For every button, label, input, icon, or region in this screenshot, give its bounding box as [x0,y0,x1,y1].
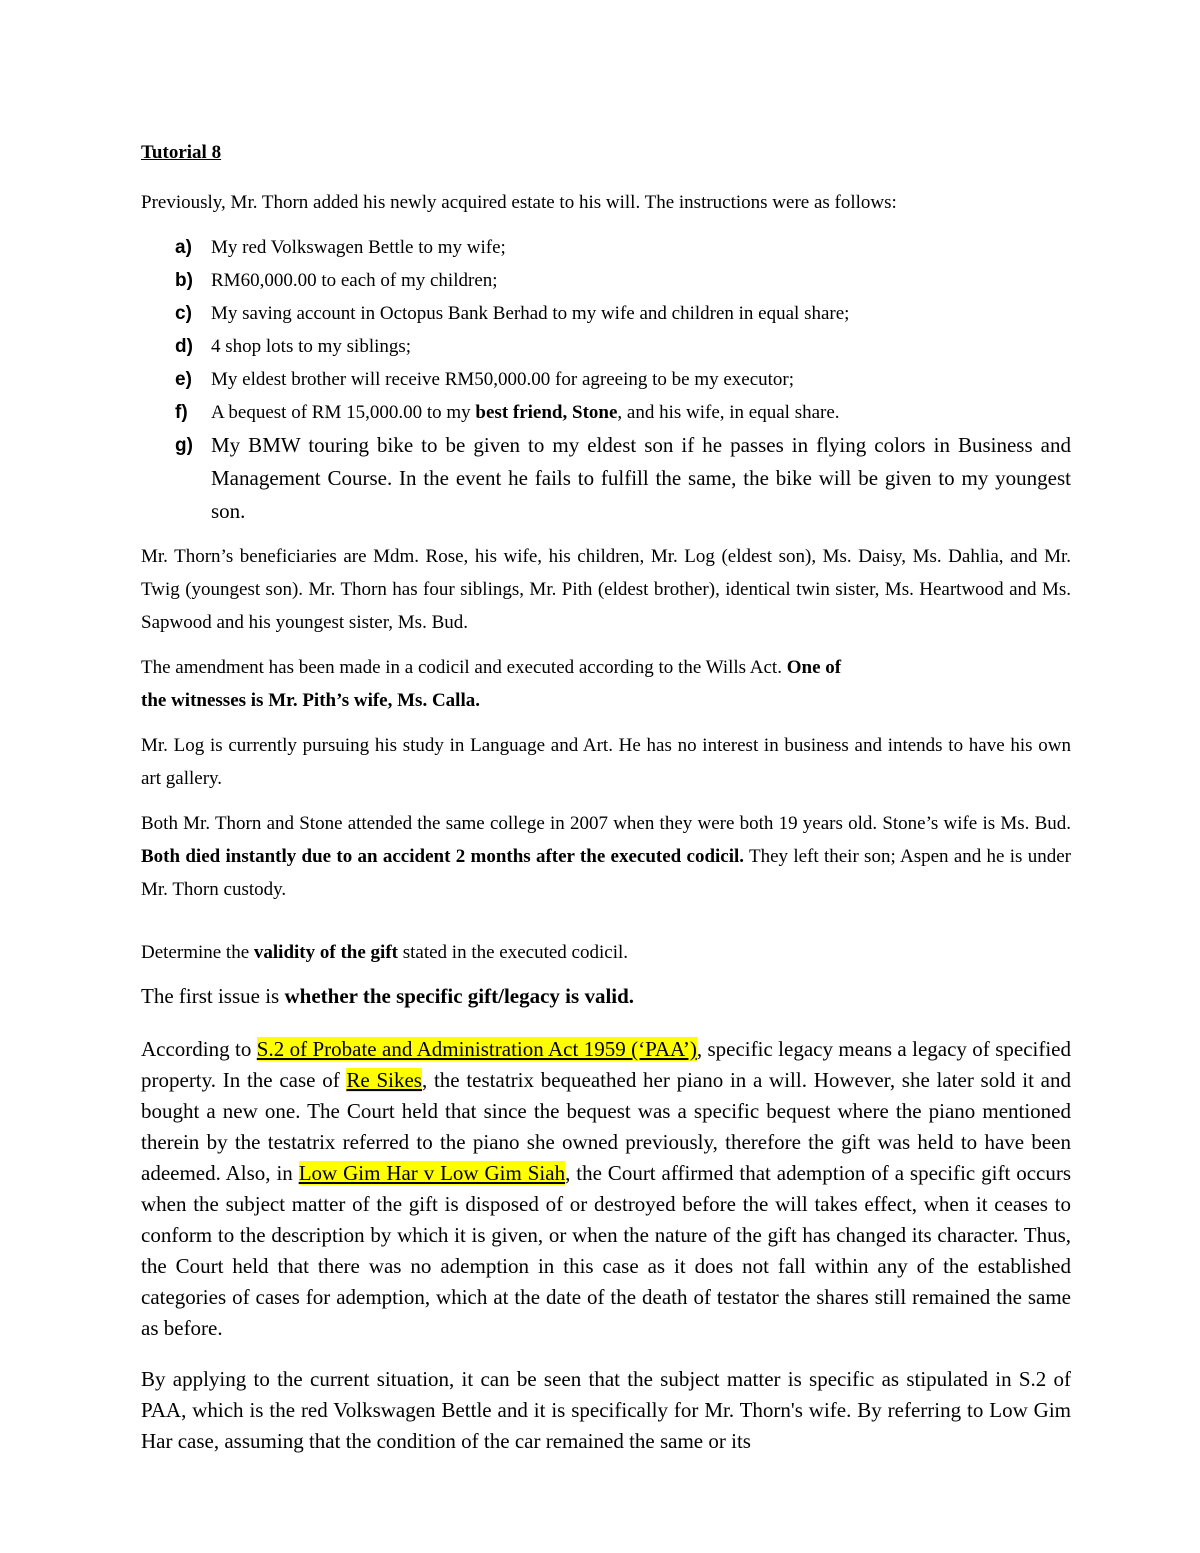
will-instructions-list [141,231,1071,528]
determine-bold-text: validity of the gift [253,942,398,963]
amendment-bold-text: the witnesses is Mr. Pith’s wife, Ms. Calla. [141,690,480,711]
determine-paragraph [141,936,1071,969]
amendment-text: The amendment has been made in a codicil and executed according to the Wills Act. [141,657,787,678]
list-item [141,396,1071,429]
list-marker: d) [175,336,193,357]
list-marker: c) [175,303,192,324]
first-issue-text: The first issue is [141,984,285,1008]
document-title: Tutorial 8 [141,142,222,163]
list-item [141,363,1071,396]
list-item-text: RM60,000.00 to each of my children; [211,270,498,291]
list-item [141,330,1071,363]
list-marker: g) [175,435,193,456]
analysis-paragraph [141,1034,1071,1344]
list-item [141,297,1071,330]
list-item-text: A bequest of RM 15,000.00 to my [211,402,476,423]
list-item-bold-text: best friend, Stone [475,402,618,423]
list-item-text: 4 shop lots to my siblings; [211,336,412,357]
college-bold-text: Both died instantly due to an accident 2 months after the executed codicil. [141,846,745,867]
list-item-text: My red Volkswagen Bettle to my wife; [211,237,506,258]
highlighted-case-reference: Low Gim Har v Low Gim Siah [298,1161,566,1185]
list-marker: a) [175,237,192,258]
analysis-text: , specific legacy means a legacy of specified property. In the case of [141,1037,1071,1092]
amendment-bold-text: One of [786,657,842,678]
highlighted-statute-reference: S.2 of Probate and Administration Act 1959 (‘PAA’) [256,1037,697,1061]
list-marker: e) [175,369,192,390]
list-item [141,264,1071,297]
determine-text: stated in the executed codicil. [397,942,629,963]
list-item-text: , and his wife, in equal share. [617,402,840,423]
college-text: They left their son; Aspen and he is under Mr. Thorn custody. [141,846,1071,900]
list-item [141,231,1071,264]
list-item [141,429,1071,528]
list-item-text: My BMW touring bike to be given to my eldest son if he passes in flying colors in Business and Management Course. In the event he fails to fulfill the same, the bike will be given to my youngest son. [211,433,1071,523]
first-issue-bold-text: whether the specific gift/legacy is valid. [284,984,635,1008]
intro-paragraph: Previously, Mr. Thorn added his newly acquired estate to his will. The instructions were as follows: [141,192,897,213]
application-paragraph: By applying to the current situation, it can be seen that the subject matter is specific as stipulated in S.2 of PAA, which is the red Volkswagen Bettle and it is specifically for Mr. Thorn's wife. By referring to Low Gim Har case, assuming that the condition of the car remained the same or its [141,1367,1071,1453]
first-issue-paragraph [141,981,1071,1012]
list-marker: b) [175,270,193,291]
analysis-text: , the Court affirmed that ademption of a specific gift occurs when the subject matter of the gift is disposed of or destroyed before the will takes effect, when it ceases to conform to the description by which it is given, or when the nature of the gift has changed its character. Thus, the Court held that there was no ademption in this case as it does not fall within any of the established categories of cases for ademption, which at the date of the death of testator the shares still remained the same as before. [141,1161,1071,1340]
log-study-paragraph: Mr. Log is currently pursuing his study in Language and Art. He has no interest in business and intends to have his own art gallery. [141,735,1071,789]
college-paragraph [141,807,1071,906]
document-body [141,142,1071,1469]
list-item-text: My eldest brother will receive RM50,000.00 for agreeing to be my executor; [211,369,795,390]
spacer [141,918,1071,936]
amendment-paragraph [141,651,1071,717]
analysis-text: According to [141,1037,257,1061]
highlighted-case-reference: Re Sikes [346,1068,422,1092]
list-item-text: My saving account in Octopus Bank Berhad to my wife and children in equal share; [211,303,850,324]
analysis-text: , the testatrix bequeathed her piano in a will. However, she later sold it and bought a new one. The Court held that since the bequest was a specific bequest where the piano mentioned therein by the testatrix referred to the piano she owned previously, therefore the gift was held to have been adeemed. Also, in [141,1068,1071,1185]
college-text: Both Mr. Thorn and Stone attended the same college in 2007 when they were both 19 years old. Stone’s wife is Ms. Bud. [141,813,1071,834]
beneficiaries-paragraph: Mr. Thorn’s beneficiaries are Mdm. Rose, his wife, his children, Mr. Log (eldest son), Ms. Daisy, Ms. Dahlia, and Mr. Twig (youngest son). Mr. Thorn has four siblings, Mr. Pith (eldest brother), identical twin sister, Ms. Heartwood and Ms. Sapwood and his youngest sister, Ms. Bud. [141,546,1071,633]
list-marker: f) [175,402,188,423]
determine-text: Determine the [141,942,254,963]
